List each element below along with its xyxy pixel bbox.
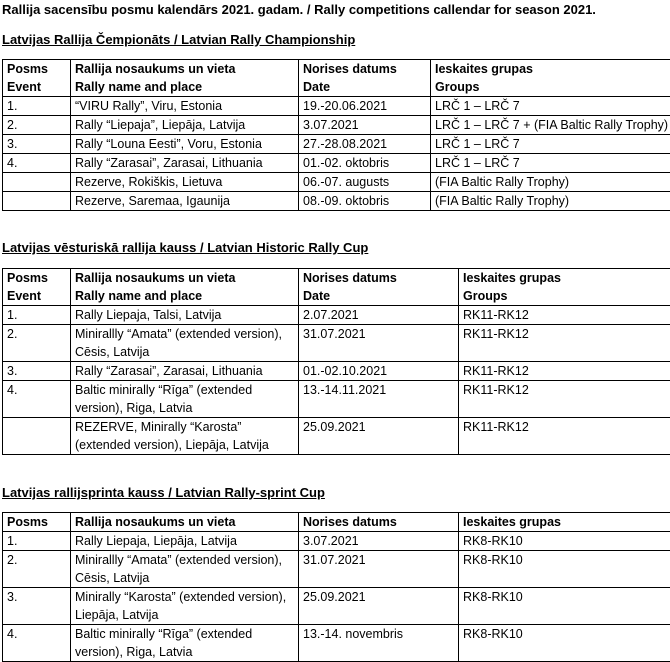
groups-cell: LRČ 1 – LRČ 7 <box>431 154 670 173</box>
rally-name-cell: Minirallly “Amata” (extended version), Cēsis, Latvija <box>71 551 299 588</box>
section-title-historic: Latvijas vēsturiskā rallija kauss / Latvian Historic Rally Cup <box>2 240 368 255</box>
header-date <box>299 269 459 306</box>
groups-cell: (FIA Baltic Rally Trophy) <box>431 173 670 192</box>
date-cell: 31.07.2021 <box>299 325 459 362</box>
date-cell: 08.-09. oktobris <box>299 192 431 211</box>
rally-name-cell: Rally “Zarasai”, Zarasai, Lithuania <box>71 362 299 381</box>
header-label: Posms Event <box>7 62 48 94</box>
date-cell: 13.-14.11.2021 <box>299 381 459 418</box>
date-cell: 3.07.2021 <box>299 116 431 135</box>
header-groups <box>459 513 670 532</box>
header-event <box>3 269 71 306</box>
event-number-cell: 3. <box>3 362 71 381</box>
date-cell: 31.07.2021 <box>299 551 459 588</box>
event-number-cell: 3. <box>3 588 71 625</box>
event-number-cell: 4. <box>3 625 71 662</box>
event-number-cell: 2. <box>3 116 71 135</box>
header-label: Ieskaites grupas <box>463 515 561 529</box>
table-row <box>3 116 670 135</box>
header-label: Norises datums Date <box>303 62 397 94</box>
section-title-championship: Latvijas Rallija Čempionāts / Latvian Rally Championship <box>2 32 355 47</box>
sprint-table <box>2 512 670 662</box>
header-groups <box>431 60 670 97</box>
groups-cell: LRČ 1 – LRČ 7 <box>431 135 670 154</box>
historic-table <box>2 268 670 455</box>
date-cell: 25.09.2021 <box>299 588 459 625</box>
table-row <box>3 532 670 551</box>
rally-name-cell: Baltic minirally “Rīga” (extended version), Riga, Latvia <box>71 381 299 418</box>
date-cell: 27.-28.08.2021 <box>299 135 431 154</box>
table-row <box>3 154 670 173</box>
event-number-cell <box>3 418 71 455</box>
championship-table <box>2 59 670 211</box>
header-date <box>299 513 459 532</box>
event-number-cell: 4. <box>3 381 71 418</box>
table-header-row <box>3 269 670 306</box>
header-event <box>3 60 71 97</box>
header-label: Ieskaites grupas Groups <box>463 271 561 303</box>
header-label: Norises datums <box>303 515 397 529</box>
event-number-cell: 1. <box>3 306 71 325</box>
rally-name-cell: Rezerve, Rokiškis, Lietuva <box>71 173 299 192</box>
groups-cell: RK11-RK12 <box>459 325 670 362</box>
groups-cell: RK8-RK10 <box>459 588 670 625</box>
groups-cell: RK11-RK12 <box>459 418 670 455</box>
table-row <box>3 173 670 192</box>
rally-name-cell: Rally Liepaja, Talsi, Latvija <box>71 306 299 325</box>
groups-cell: RK8-RK10 <box>459 625 670 662</box>
header-label: Rallija nosaukums un vieta Rally name and place <box>75 62 235 94</box>
groups-cell: LRČ 1 – LRČ 7 + (FIA Baltic Rally Trophy) <box>431 116 670 135</box>
header-label: Posms <box>7 515 48 529</box>
header-label: Posms Event <box>7 271 48 303</box>
rally-name-cell: REZERVE, Minirally “Karosta” (extended version), Liepāja, Latvija <box>71 418 299 455</box>
rally-name-cell: Minirally “Karosta” (extended version), Liepāja, Latvija <box>71 588 299 625</box>
table-row <box>3 381 670 418</box>
header-label: Rallija nosaukums un vieta <box>75 515 235 529</box>
date-cell: 13.-14. novembris <box>299 625 459 662</box>
table-row <box>3 325 670 362</box>
event-number-cell: 1. <box>3 97 71 116</box>
event-number-cell: 2. <box>3 325 71 362</box>
table-header-row <box>3 513 670 532</box>
rally-name-cell: “VIRU Rally”, Viru, Estonia <box>71 97 299 116</box>
header-groups <box>459 269 670 306</box>
rally-name-cell: Rezerve, Saremaa, Igaunija <box>71 192 299 211</box>
rally-name-cell: Rally “Louna Eesti”, Voru, Estonia <box>71 135 299 154</box>
section-title-sprint: Latvijas rallijsprinta kauss / Latvian Rally-sprint Cup <box>2 485 325 500</box>
event-number-cell: 2. <box>3 551 71 588</box>
groups-cell: RK8-RK10 <box>459 532 670 551</box>
date-cell: 06.-07. augusts <box>299 173 431 192</box>
header-rally-name <box>71 513 299 532</box>
event-number-cell <box>3 192 71 211</box>
page-title: Rallija sacensību posmu kalendārs 2021. gadam. / Rally competitions callendar for season 2021. <box>2 2 596 17</box>
event-number-cell: 4. <box>3 154 71 173</box>
header-rally-name <box>71 60 299 97</box>
rally-name-cell: Rally “Liepaja”, Liepāja, Latvija <box>71 116 299 135</box>
header-label: Norises datums Date <box>303 271 397 303</box>
rally-name-cell: Baltic minirally “Rīga” (extended version), Riga, Latvia <box>71 625 299 662</box>
header-label: Rallija nosaukums un vieta Rally name and place <box>75 271 235 303</box>
table-header-row <box>3 60 670 97</box>
table-row <box>3 588 670 625</box>
header-rally-name <box>71 269 299 306</box>
groups-cell: RK8-RK10 <box>459 551 670 588</box>
date-cell: 19.-20.06.2021 <box>299 97 431 116</box>
groups-cell: RK11-RK12 <box>459 306 670 325</box>
table-row <box>3 192 670 211</box>
table-row <box>3 362 670 381</box>
date-cell: 01.-02. oktobris <box>299 154 431 173</box>
date-cell: 25.09.2021 <box>299 418 459 455</box>
event-number-cell <box>3 173 71 192</box>
groups-cell: (FIA Baltic Rally Trophy) <box>431 192 670 211</box>
rally-name-cell: Rally Liepaja, Liepāja, Latvija <box>71 532 299 551</box>
rally-name-cell: Rally “Zarasai”, Zarasai, Lithuania <box>71 154 299 173</box>
groups-cell: RK11-RK12 <box>459 362 670 381</box>
groups-cell: LRČ 1 – LRČ 7 <box>431 97 670 116</box>
rally-name-cell: Minirallly “Amata” (extended version), Cēsis, Latvija <box>71 325 299 362</box>
table-row <box>3 306 670 325</box>
table-row <box>3 625 670 662</box>
table-row <box>3 418 670 455</box>
date-cell: 01.-02.10.2021 <box>299 362 459 381</box>
event-number-cell: 1. <box>3 532 71 551</box>
date-cell: 3.07.2021 <box>299 532 459 551</box>
date-cell: 2.07.2021 <box>299 306 459 325</box>
header-event <box>3 513 71 532</box>
header-label: Ieskaites grupas Groups <box>435 62 533 94</box>
header-date <box>299 60 431 97</box>
table-row <box>3 551 670 588</box>
groups-cell: RK11-RK12 <box>459 381 670 418</box>
table-row <box>3 135 670 154</box>
event-number-cell: 3. <box>3 135 71 154</box>
table-row <box>3 97 670 116</box>
